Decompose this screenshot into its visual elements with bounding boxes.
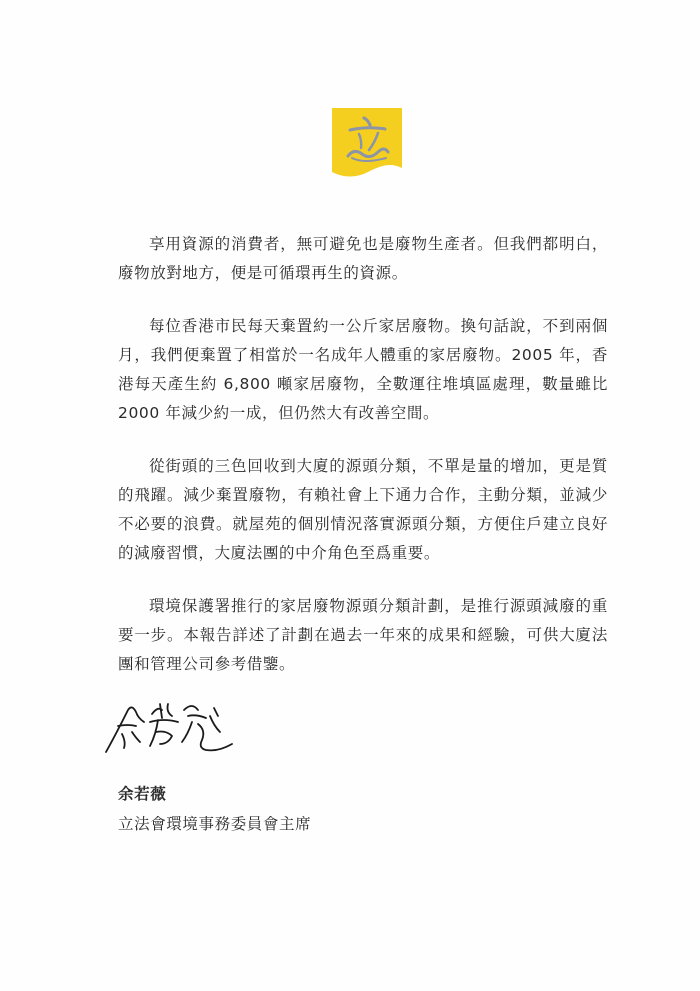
signer-title: 立法會環境事務委員會主席 [118, 815, 312, 833]
handwritten-signature-icon [102, 696, 237, 758]
signer-name: 余若薇 [118, 785, 167, 803]
paragraph-3: 從街頭的三色回收到大廈的源頭分類，不單是量的增加，更是質的飛躍。減少棄置廢物，有賴社會上下通力合作，主動分類，並減少不必要的浪費。就屋苑的個別情況落實源頭分類，方便住戶建立良好的減廢習慣，大廈法團的中介角色至爲重要。 [118, 457, 608, 562]
emblem-graphic [330, 108, 404, 180]
paragraph-1: 享用資源的消費者，無可避免也是廢物生產者。但我們都明白，廢物放對地方，便是可循環再生的資源。 [118, 235, 608, 282]
paragraph-4: 環境保護署推行的家居廢物源頭分類計劃，是推行源頭減廢的重要一步。本報告詳述了計劃在過去一年來的成果和經驗，可供大廈法團和管理公司參考借鑒。 [118, 597, 608, 673]
letter-body [118, 230, 608, 703]
legco-emblem-icon [330, 108, 404, 180]
paragraph-2: 每位香港市民每天棄置約一公斤家居廢物。換句話說，不到兩個月，我們便棄置了相當於一名成年人體重的家居廢物。2005 年，香港每天產生約 6,800 噸家居廢物，全數運往堆填區處理，數量雖比 2000 年減少約一成，但仍然大有改善空間。 [118, 317, 608, 422]
signature-graphic [102, 696, 237, 758]
